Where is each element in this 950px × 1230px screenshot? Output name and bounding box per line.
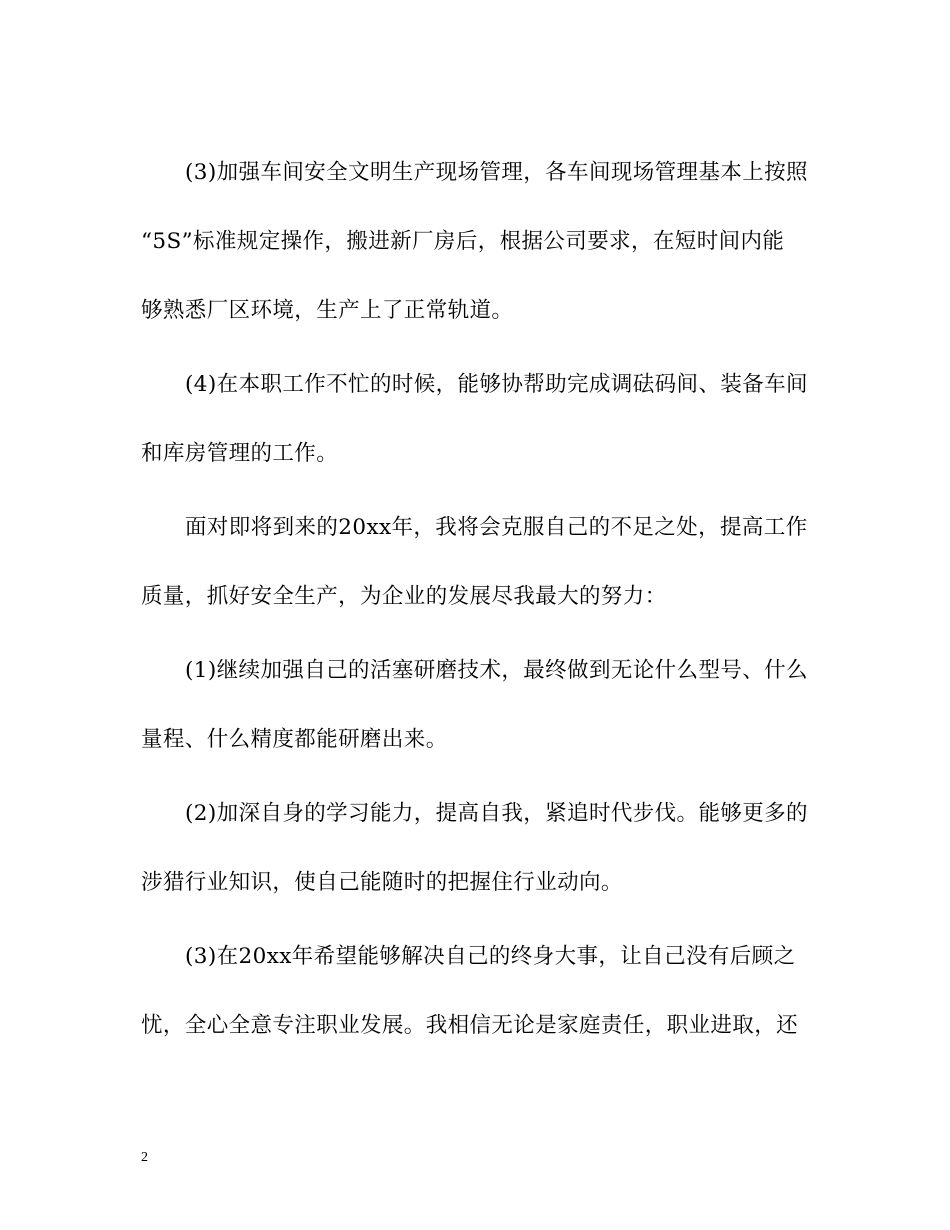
paragraph-line: (3)加强车间安全文明生产现场管理，各车间现场管理基本上按照	[185, 160, 808, 185]
paragraph-line: 和库房管理的工作。	[141, 441, 339, 466]
paragraph-line: 忧，全心全意专注职业发展。我相信无论是家庭责任，职业进取，还	[141, 1013, 799, 1038]
paragraph-line: (2)加深自身的学习能力，提高自我，紧追时代步伐。能够更多的	[185, 801, 808, 826]
paragraph-2	[141, 350, 811, 488]
paragraph-line: 涉猎行业知识，使自己能随时的把握住行业动向。	[141, 870, 623, 895]
paragraph-3	[141, 493, 811, 631]
page-number: 2	[141, 1150, 148, 1165]
paragraph-line: (1)继续加强自己的活塞研磨技术，最终做到无论什么型号、什么	[185, 658, 808, 683]
paragraph-line: 够熟悉厂区环境，生产上了正常轨道。	[141, 298, 514, 323]
paragraph-line: (4)在本职工作不忙的时候，能够协帮助完成调砝码间、装备车间	[185, 372, 808, 397]
paragraph-4	[141, 636, 811, 774]
paragraph-1	[141, 138, 811, 345]
paragraph-line: (3)在20xx年希望能够解决自己的终身大事，让自己没有后顾之	[185, 944, 796, 969]
paragraph-5	[141, 779, 811, 917]
paragraph-line: 质量，抓好安全生产，为企业的发展尽我最大的努力：	[141, 584, 667, 609]
paragraph-line: 量程、什么精度都能研磨出来。	[141, 727, 448, 752]
paragraph-line: 面对即将到来的20xx年，我将会克服自己的不足之处，提高工作	[185, 515, 808, 540]
document-body	[141, 138, 811, 1065]
paragraph-line: “5S”标准规定操作，搬进新厂房后，根据公司要求，在短时间内能	[141, 229, 785, 254]
paragraph-6	[141, 922, 811, 1060]
